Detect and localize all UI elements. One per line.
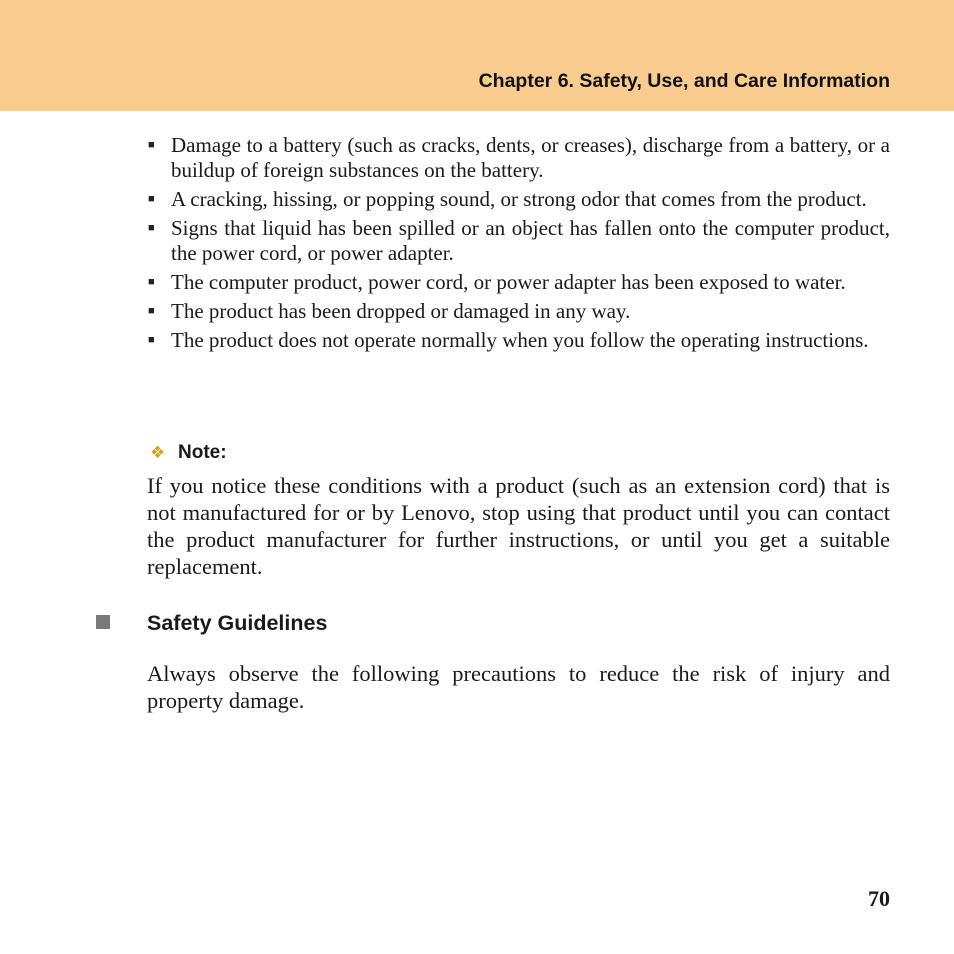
- gray-square-icon: [96, 615, 110, 629]
- list-item-text: The product has been dropped or damaged in any way.: [171, 299, 631, 323]
- list-item-text: A cracking, hissing, or popping sound, or strong odor that comes from the product.: [171, 187, 867, 211]
- list-item-text: The computer product, power cord, or power adapter has been exposed to water.: [171, 270, 846, 294]
- square-bullet-icon: ■: [148, 334, 155, 346]
- section-body: Always observe the following precautions to reduce the risk of injury and property damage.: [147, 661, 890, 713]
- square-bullet-icon: ■: [148, 276, 155, 288]
- square-bullet-icon: ■: [148, 222, 155, 234]
- section-heading: [96, 611, 327, 636]
- header-band: [0, 0, 954, 111]
- diamond-star-icon: ❖: [150, 443, 166, 462]
- list-item-text: The product does not operate normally when you follow the operating instructions.: [171, 328, 869, 352]
- note-heading: [150, 442, 227, 464]
- note-body: If you notice these conditions with a product (such as an extension cord) that is not manufactured for or by Lenovo, stop using that product until you can contact the product manufacturer for further instructions, or until you get a suitable replacement.: [147, 473, 890, 579]
- list-item: [147, 270, 890, 295]
- section-title: Safety Guidelines: [147, 611, 328, 635]
- list-item: [147, 133, 890, 183]
- page-number: 70: [868, 886, 890, 911]
- square-bullet-icon: ■: [148, 139, 155, 151]
- note-label: Note:: [178, 442, 227, 463]
- list-item: [147, 328, 890, 353]
- list-item-text: Signs that liquid has been spilled or an object has fallen onto the computer product, the power cord, or power adapter.: [171, 216, 890, 265]
- list-item: [147, 187, 890, 212]
- bullet-list: [147, 133, 890, 357]
- square-bullet-icon: ■: [148, 305, 155, 317]
- square-bullet-icon: ■: [148, 193, 155, 205]
- list-item-text: Damage to a battery (such as cracks, dents, or creases), discharge from a battery, or a buildup of foreign substances on the battery.: [171, 133, 890, 182]
- list-item: [147, 216, 890, 266]
- list-item: [147, 299, 890, 324]
- chapter-title: Chapter 6. Safety, Use, and Care Information: [478, 70, 890, 92]
